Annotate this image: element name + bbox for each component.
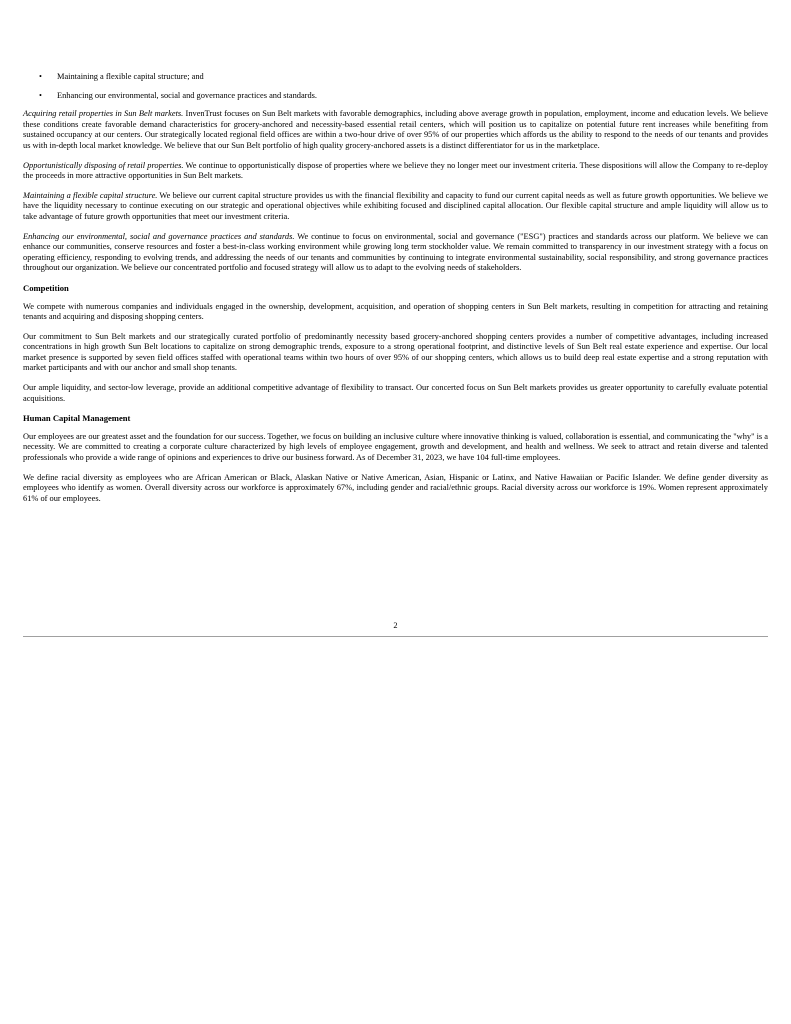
bullet-item [23, 72, 768, 83]
page-content [23, 72, 768, 513]
bullet-text: Enhancing our environmental, social and governance practices and standards. [57, 90, 317, 100]
strategy-paragraph-esg [23, 232, 768, 274]
strategy-paragraph-capital [23, 191, 768, 223]
paragraph-body: InvenTrust focuses on Sun Belt markets with favorable demographics, including above average growth in population, employment, income and education levels. We believe these conditions create favorable demand characteristics for grocery-anchored and necessity-based essential retail centers, which will position us to capitalize on potential future rent increases while benefiting from sustained occupancy at our centers. Our strategically located regional field offices are within a two-hour drive of over 95% of our properties which affords us the ability to respond to the needs of our tenants and provides us with in-depth local market knowledge. We believe that our Sun Belt portfolio of high quality grocery-anchored assets is a distinct differentiator for us in the marketplace. [23, 109, 768, 150]
competition-paragraph: Our ample liquidity, and sector-low leverage, provide an additional competitive advantage of flexibility to transact. Our concerted focus on Sun Belt markets provides us greater opportunity to carefully evaluate potential acquisitions. [23, 383, 768, 403]
human-capital-paragraph: We define racial diversity as employees who are African American or Black, Alaskan Native or Native American, Asian, Hispanic or Latinx, and Native Hawaiian or Pacific Islander. We define gender diversity as employees who identify as women. Overall diversity across our workforce is approximately 67%, including gender and racial/ethnic groups. Racial diversity across our workforce is 19%. Women represent approximately 61% of our employees. [23, 472, 768, 503]
paragraph-body: We continue to focus on environmental, social and governance ("ESG") practices and standards across our platform. We believe we can enhance our communities, conserve resources and foster a best-in-class working environment while growing long term stockholder value. We remain committed to transparency in our investment strategy with a focus on operating efficiency, responding to evolving trends, and addressing the needs of our tenants and communities by continuing to integrate environmental sustainability, social responsibility, and strong governance practices throughout our organization. We believe our concentrated portfolio and focused strategy will allow us to adapt to the evolving needs of stakeholders. [23, 231, 768, 273]
human-capital-paragraph: Our employees are our greatest asset and the foundation for our success. Together, we focus on building an inclusive culture where innovative thinking is valued, collaboration is essential, and communicating the "why" is a necessity. We are committed to creating a corporate culture characterized by high levels of employee engagement, growth and development, and health and wellness. We seek to attract and retain diverse and talented professionals who provide a wide range of opinions and experiences to drive our business forward. As of December 31, 2023, we have 104 full-time employees. [23, 431, 768, 463]
competition-heading: Competition [23, 282, 69, 293]
paragraph-lead: Opportunistically disposing of retail properties. [23, 160, 184, 170]
paragraph-lead: Acquiring retail properties in Sun Belt markets. [23, 109, 184, 119]
page-divider [23, 636, 768, 637]
paragraph-lead: Enhancing our environmental, social and governance practices and standards. [23, 231, 295, 241]
paragraph-lead: Maintaining a flexible capital structure. [23, 190, 158, 200]
strategy-paragraph-acquiring [23, 109, 768, 151]
page-number: 2 [393, 621, 398, 630]
bullet-icon: • [39, 90, 42, 100]
strategy-paragraph-disposing [23, 161, 768, 182]
bullet-text: Maintaining a flexible capital structure; and [57, 72, 204, 81]
strategy-bullet-list [23, 72, 768, 101]
competition-paragraph: Our commitment to Sun Belt markets and our strategically curated portfolio of predominantly necessity based grocery-anchored shopping centers provides a number of competitive advantages, including increased concentrations in high growth Sun Belt locations to capitalize on strong demographic trends, exposure to a strong operational footprint, and distinctive levels of Sun Belt real estate experience and expertise. Our local market presence is supported by seven field offices staffed with operational teams within two hours of over 95% of our shopping centers, which allows us to build deep real estate expertise and a strong reputation with market participants and with our anchor and small shop tenants. [23, 331, 768, 373]
bullet-item [23, 91, 768, 102]
bullet-icon: • [39, 72, 42, 81]
paragraph-body: We continue to opportunistically dispose of properties where we believe they no longer meet our investment criteria. These dispositions will allow the Company to re-deploy the proceeds in more attractive opportunities in Sun Belt markets. [23, 160, 768, 181]
paragraph-body: We believe our current capital structure provides us with the financial flexibility and capacity to fund our current capital needs as well as future growth opportunities. We believe we have the liquidity necessary to continue executing on our strategic and operational objectives while exhibiting focused and disciplined capital allocation. Our flexible capital structure and ample liquidity will allow us to take advantage of future growth opportunities that meet our investment criteria. [23, 190, 768, 221]
competition-paragraph: We compete with numerous companies and individuals engaged in the ownership, development, acquisition, and operation of shopping centers in Sun Belt markets, resulting in competition for attracting and retaining tenants and acquiring and disposing shopping centers. [23, 301, 768, 322]
human-capital-heading: Human Capital Management [23, 413, 131, 424]
